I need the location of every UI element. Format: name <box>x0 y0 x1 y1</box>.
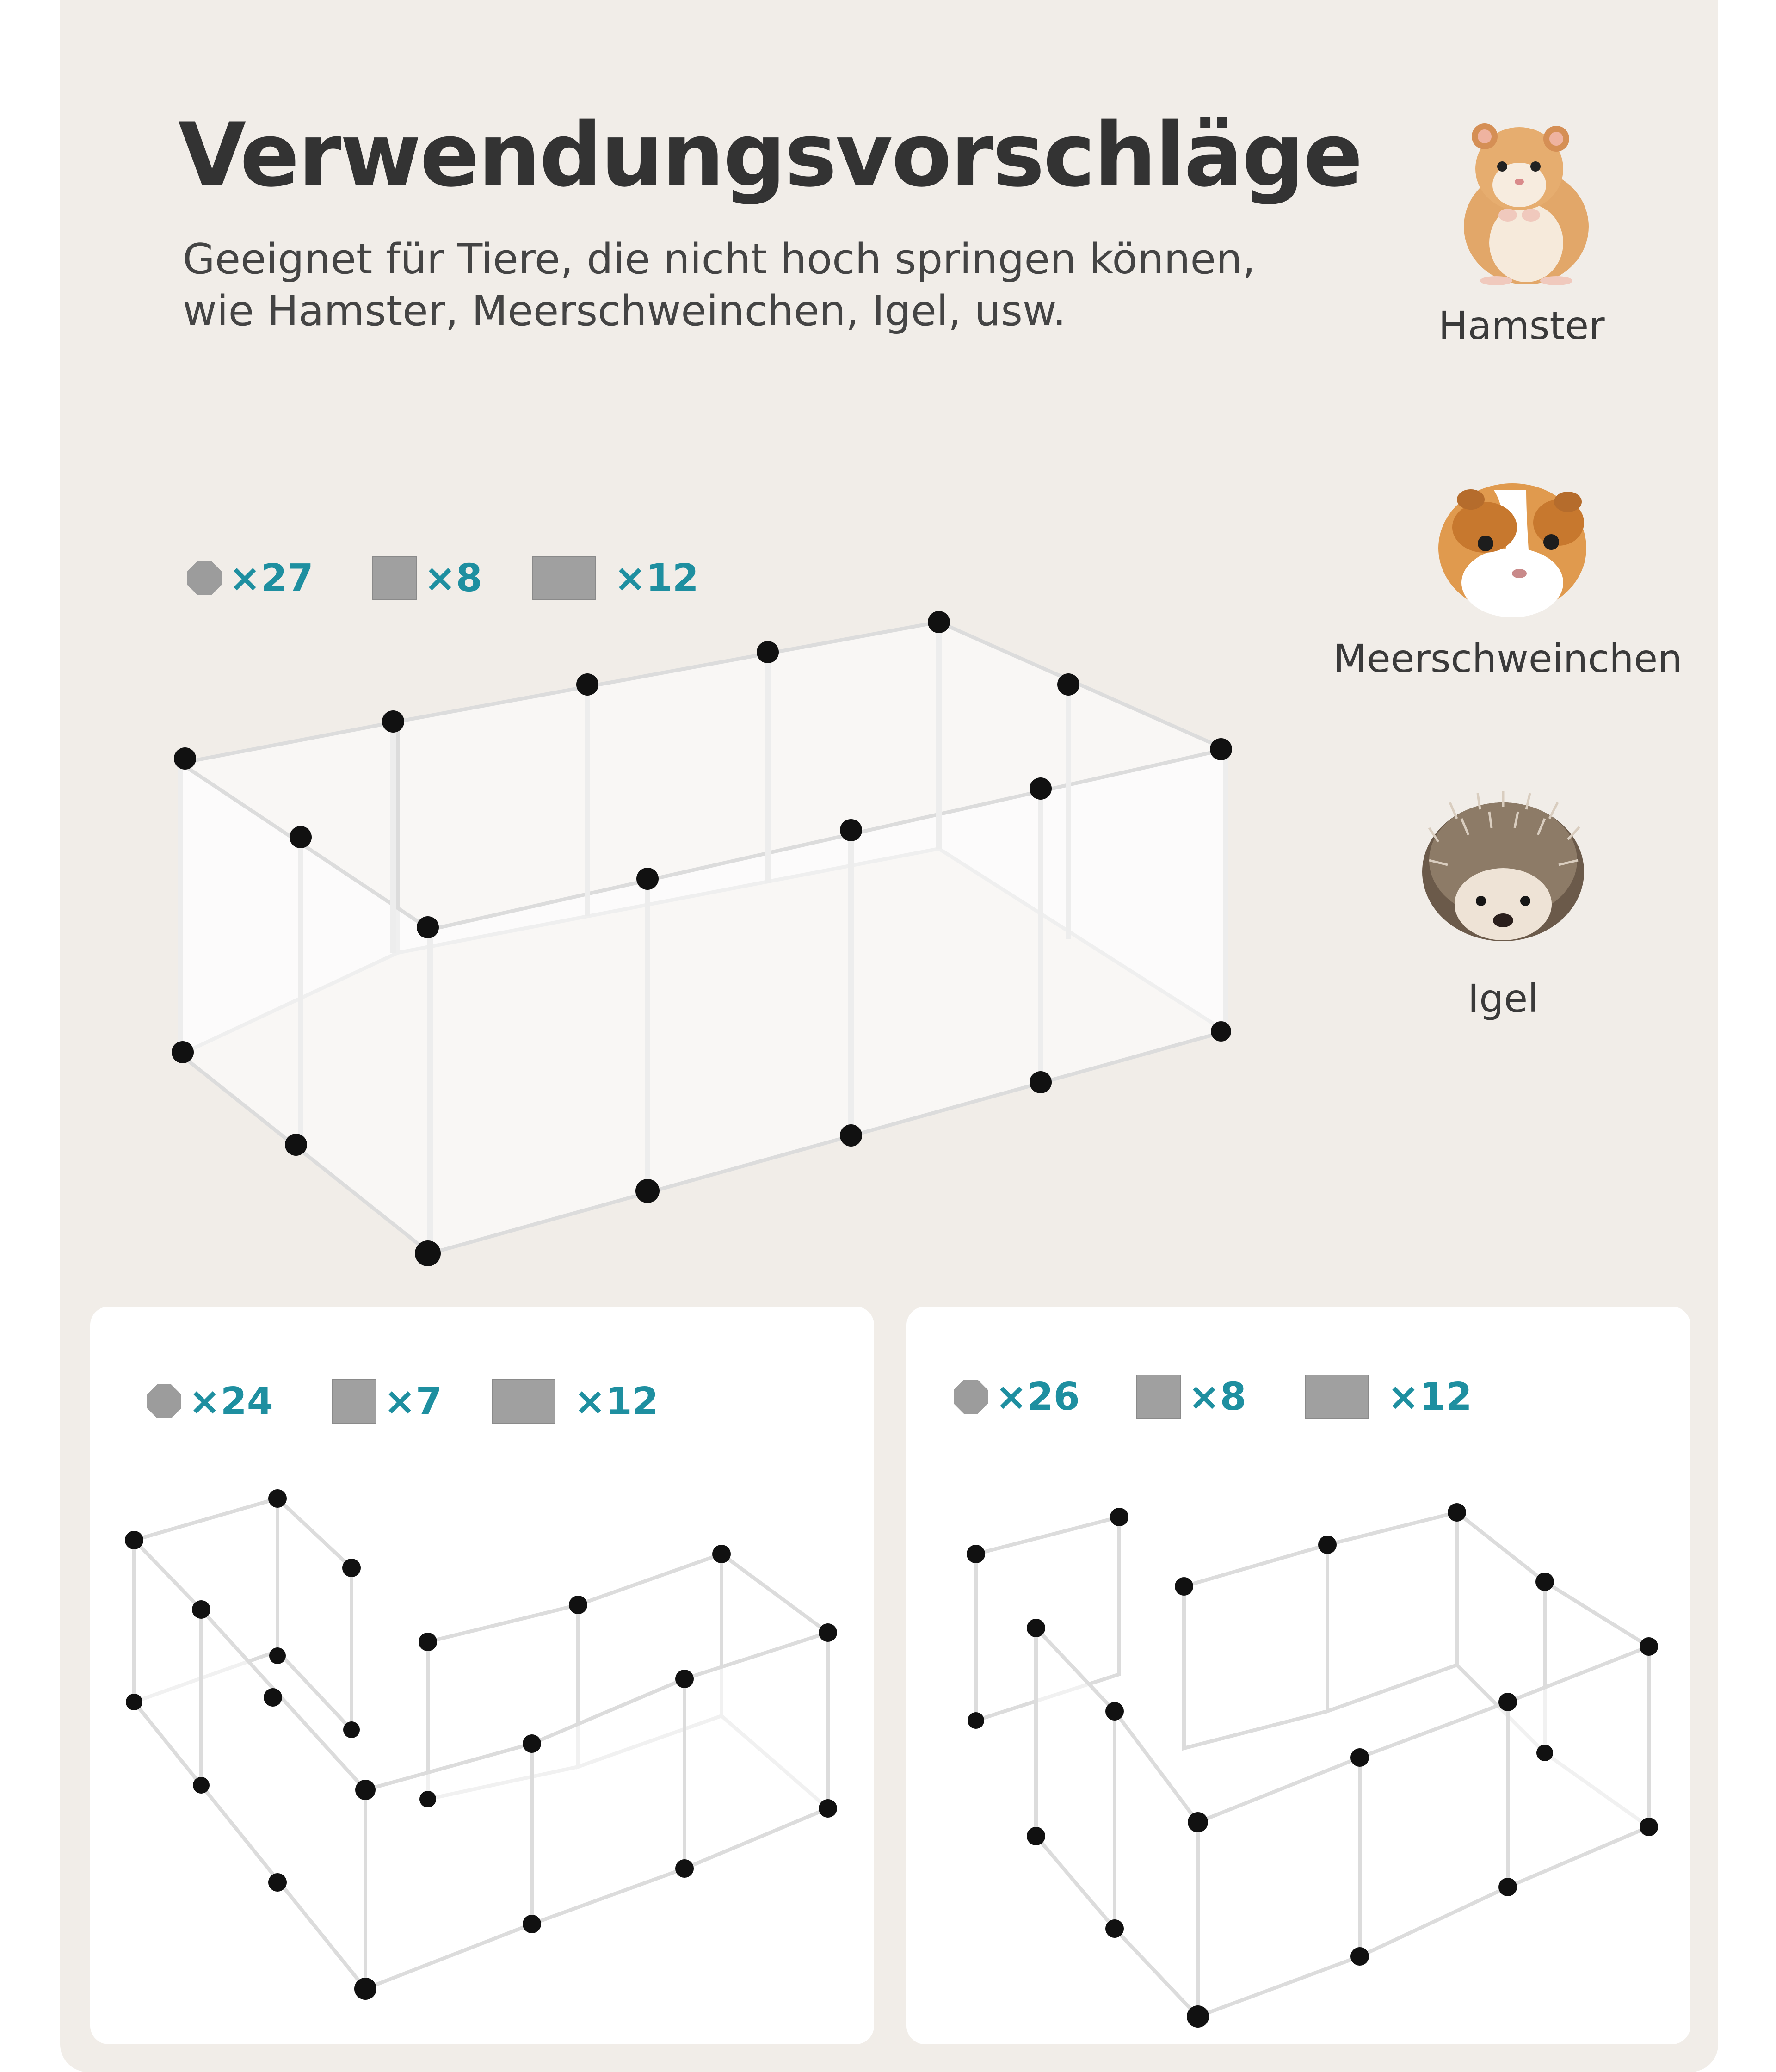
subtitle-line-2: wie Hamster, Meerschweinchen, Igel, usw. <box>183 287 1066 335</box>
connector-count: ×26 <box>995 1375 1080 1419</box>
animal-label-meerschweinchen: Meerschweinchen <box>1333 636 1683 681</box>
large-panel-count: ×12 <box>614 556 699 600</box>
page-title: Verwendungsvorschläge <box>178 104 1362 206</box>
connector-count: ×27 <box>229 556 314 600</box>
animal-label-igel: Igel <box>1468 976 1539 1021</box>
small-panel-count: ×7 <box>384 1379 442 1424</box>
small-panel-count: ×8 <box>424 556 482 600</box>
small-panel-count: ×8 <box>1188 1375 1246 1419</box>
animal-label-hamster: Hamster <box>1438 303 1605 348</box>
connector-count: ×24 <box>189 1379 273 1424</box>
large-panel-count: ×12 <box>1388 1375 1472 1419</box>
subtitle-line-1: Geeignet für Tiere, die nicht hoch springen können, <box>183 235 1256 284</box>
large-panel-count: ×12 <box>574 1379 659 1424</box>
